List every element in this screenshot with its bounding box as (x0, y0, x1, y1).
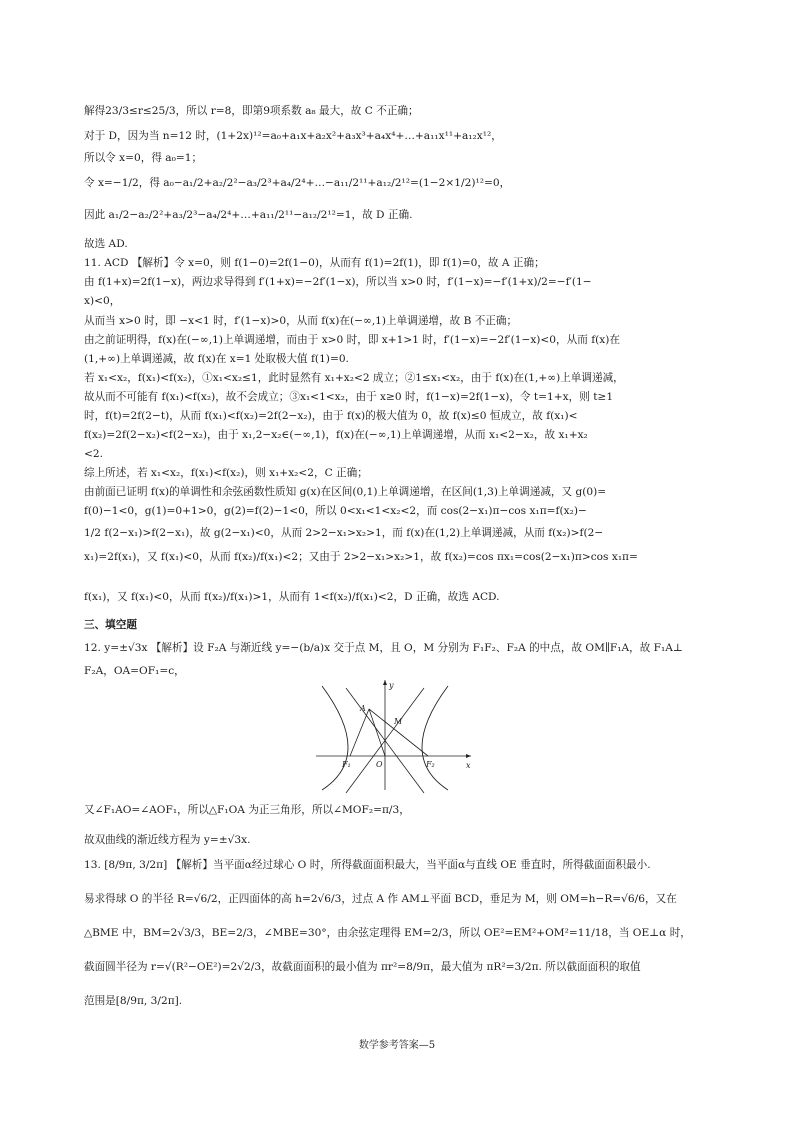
text-line: 由 f(1+x)=2f(1−x)，两边求导得到 f′(1+x)=−2f′(1−x)，所以当 x>0 时，f′(1−x)=−f′(1+x)/2=−f′(1− (84, 276, 592, 288)
text-line: 范围是[8/9π, 3/2π]. (84, 995, 183, 1007)
text-line: 截面圆半径为 r=√(R²−OE²)=2√2/3，故截面面积的最小值为 πr²=8/9π，最大值为 πR²=3/2π. 所以截面面积的取值 (84, 961, 641, 973)
label-x: x (466, 761, 471, 770)
segment-AO (369, 709, 385, 756)
text-line: F₂A，OA=OF₁=c， (84, 665, 185, 677)
text-line: f(x₁)，又 f(x₁)<0，从而 f(x₂)/f(x₁)>1，从而有 1<f(x₂)/f(x₁)<2，D 正确，故选 ACD. (84, 591, 500, 603)
text-line: <2. (84, 448, 103, 460)
text-line: 令 x=−1/2，得 a₀−a₁/2+a₂/2²−a₃/2³+a₄/2⁴+…−a₁₁/2¹¹+a₁₂/2¹²=(1−2×1/2)¹²=0， (84, 177, 511, 189)
text-line: 12. y=±√3x 【解析】设 F₂A 与渐近线 y=−(b/a)x 交于点 M，且 O，M 分别为 F₁F₂、F₂A 的中点，故 OM∥F₁A，故 F₁A⊥ (84, 642, 683, 654)
label-A: A (360, 704, 366, 713)
label-M: M (394, 717, 403, 726)
text-line: 综上所述，若 x₁<x₂，f(x₁)<f(x₂)，则 x₁+x₂<2，C 正确； (84, 467, 368, 479)
text-line: 11. ACD 【解析】令 x=0，则 f(1−0)=2f(1−0)，从而有 f(1)=2f(1)，即 f(1)=0，故 A 正确； (84, 257, 545, 269)
text-line: 故从而不可能有 f(x₁)<f(x₂)，故不会成立；③x₁<1<x₂，由于 x≥0 时，f(1−x)=2f(1−x)，令 t=1+x，则 t≥1 (84, 391, 614, 403)
text-line: x₁)=2f(x₁)，又 f(x₁)<0，从而 f(x₂)/f(x₁)<2；又由于 2>2−x₁>x₂>1，故 f(x₂)=cos πx₁=cos(2−x₁)π>cos x₁π= (84, 551, 638, 563)
hyperbola-left-branch (322, 686, 348, 790)
text-line: f(x₂)=2f(2−x₂)<f(2−x₂)，由于 x₁,2−x₂∈(−∞,1)，f(x)在(−∞,1)上单调递增，从而 x₁<2−x₂，故 x₁+x₂ (84, 429, 588, 441)
text-line: 对于 D，因为当 n=12 时，(1+2x)¹²=a₀+a₁x+a₂x²+a₃x³+a₄x⁴+…+a₁₁x¹¹+a₁₂x¹²， (84, 130, 502, 142)
text-line: 所以令 x=0，得 a₀=1； (84, 152, 203, 164)
text-line: 故双曲线的渐近线方程为 y=±√3x. (84, 834, 251, 846)
text-line: x)<0， (84, 295, 121, 307)
label-F1: F₁ (342, 760, 351, 769)
text-line: 13. [8/9π, 3/2π] 【解析】当平面α经过球心 O 时，所得截面面积最大，当平面α与直线 OE 垂直时，所得截面面积最小. (84, 859, 651, 871)
text-line: 时，f(t)=2f(2−t)，从而 f(x₁)<f(x₂)=2f(2−x₂)，由于 f(x)的极大值为 0，故 f(x)≤0 恒成立，故 f(x₁)< (84, 410, 578, 422)
text-line: 故选 AD. (84, 238, 128, 250)
hyperbola-figure (316, 678, 476, 796)
page-footer: 数学参考答案—5 (358, 1040, 436, 1051)
label-O: O (376, 760, 383, 769)
x-axis-arrow (466, 754, 471, 758)
label-F2: F₂ (426, 760, 435, 769)
text-line: 由之前证明得，f(x)在(−∞,1)上单调递增，而由于 x>0 时，即 x+1>1 时，f′(1−x)=−2f′(1−x)<0，从而 f(x)在 (84, 334, 620, 346)
text-line: 易求得球 O 的半径 R=√6/2，正四面体的高 h=2√6/3，过点 A 作 AM⊥平面 BCD，垂足为 M，则 OM=h−R=√6/6，又在 (84, 893, 677, 905)
text-line: 若 x₁<x₂，f(x₁)<f(x₂)，①x₁<x₂≤1，此时显然有 x₁+x₂<2 成立；②1≤x₁<x₂，由于 f(x)在(1,+∞)上单调递减， (84, 372, 624, 384)
text-line: 由前面已证明 f(x)的单调性和余弦函数性质知 g(x)在区间(0,1)上单调递增，在区间(1,3)上单调递减，又 g(0)= (84, 486, 607, 498)
text-line: 1/2 f(2−x₁)>f(2−x₁)，故 g(2−x₁)<0，从而 2>2−x₁>x₂>1，而 f(x)在(1,2)上单调递减，从而 f(x₂)>f(2− (84, 527, 604, 539)
y-axis-arrow (383, 680, 387, 685)
label-y: y (389, 681, 394, 690)
text-line: 因此 a₁/2−a₂/2²+a₃/2³−a₄/2⁴+…+a₁₁/2¹¹−a₁₂/2¹²=1，故 D 正确. (84, 209, 413, 221)
text-line: 从而当 x>0 时，即 −x<1 时，f′(1−x)>0，从而 f(x)在(−∞,1)上单调递增，故 B 不正确； (84, 315, 518, 327)
section-heading-fill-in: 三、填空题 (84, 619, 137, 631)
segment-F1A (350, 709, 369, 756)
text-line: △BME 中，BM=2√3/3，BE=2/3，∠MBE=30°，由余弦定理得 EM=2/3，所以 OE²=EM²+OM²=11/18，当 OE⊥α 时， (84, 927, 691, 939)
text-line: 解得23/3≤r≤25/3，所以 r=8，即第9项系数 a₈ 最大，故 C 不正确； (84, 105, 419, 117)
text-line: f(0)−1<0，g(1)=0+1>0，g(2)=f(2)−1<0，所以 0<x₁<1<x₂<2，而 cos(2−x₁)π−cos x₁π=f(x₂)− (84, 505, 587, 517)
hyperbola-right-branch (422, 686, 448, 790)
text-line: (1,+∞)上单调递减，故 f(x)在 x=1 处取极大值 f(1)=0. (84, 353, 349, 365)
text-line: 又∠F₁AO=∠AOF₁，所以△F₁OA 为正三角形，所以∠MOF₂=π/3， (84, 804, 410, 816)
